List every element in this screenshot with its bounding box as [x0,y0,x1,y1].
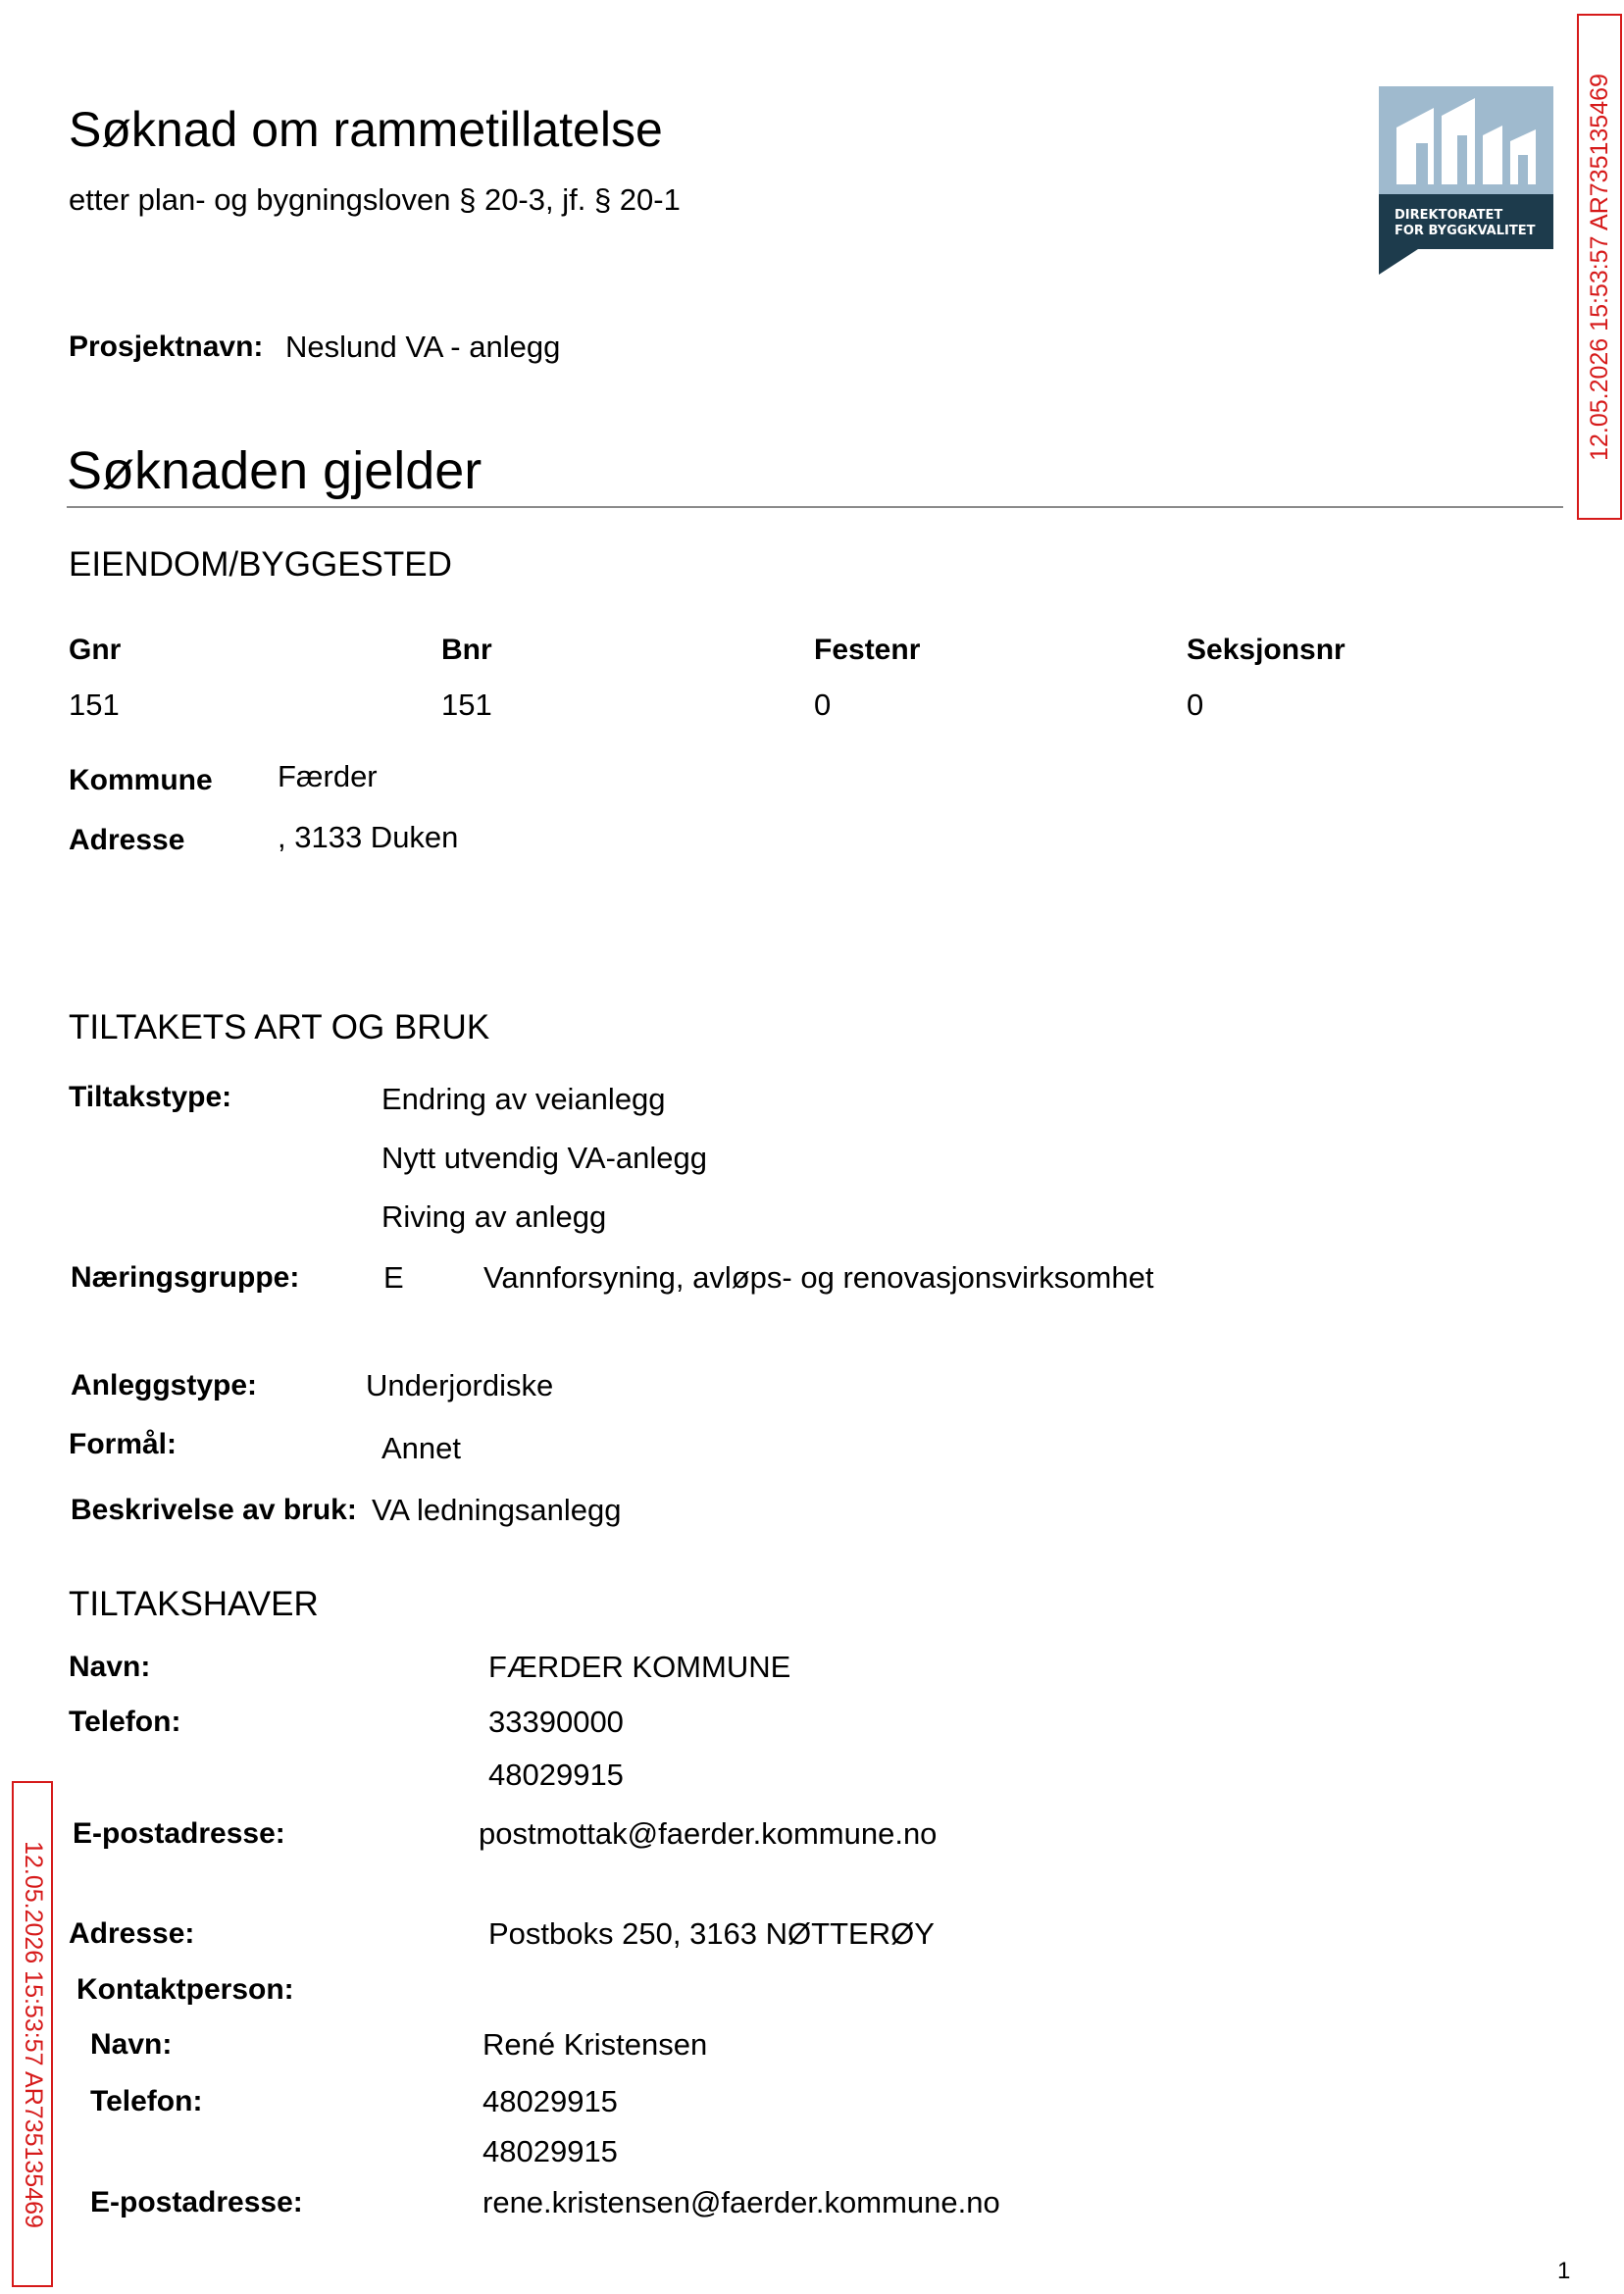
naeringsgruppe-label: Næringsgruppe: [71,1261,300,1294]
tiltakshaver-telefon-2: 48029915 [488,1758,624,1792]
logo-text [1395,208,1535,239]
project-label: Prosjektnavn: [69,331,264,363]
col-gnr: Gnr [69,634,122,666]
col-festenr: Festenr [814,634,921,666]
heading-divider [67,506,1563,508]
document-subtitle: etter plan- og bygningsloven § 20-3, jf. § 20-1 [69,182,681,217]
tiltakshaver-adresse-label: Adresse: [69,1917,195,1950]
kontakt-telefon-1: 48029915 [482,2084,618,2118]
stamp-text: 12.05.2026 15:53:57 AR735135469 [1585,73,1613,461]
tiltakshaver-navn-value: FÆRDER KOMMUNE [488,1650,791,1684]
value-gnr: 151 [69,688,120,722]
anleggstype-value: Underjordiske [366,1368,554,1402]
kontakt-epost-value: rene.kristensen@faerder.kommune.no [482,2185,1000,2219]
tiltakshaver-epost-label: E-postadresse: [73,1817,285,1850]
naeringsgruppe-code: E [383,1260,404,1295]
tiltakstype-label: Tiltakstype: [69,1081,232,1113]
tiltak-section-title: TILTAKETS ART OG BRUK [69,1008,490,1046]
value-festenr: 0 [814,688,832,722]
building-icon [1379,86,1553,194]
adresse-label: Adresse [69,824,185,856]
logo-tail [1379,249,1418,275]
tiltakshaver-telefon-label: Telefon: [69,1706,181,1738]
value-bnr: 151 [441,688,492,722]
kommune-label: Kommune [69,764,213,796]
formaal-value: Annet [381,1431,462,1465]
col-seksjonsnr: Seksjonsnr [1187,634,1345,666]
tiltakshaver-section-title: TILTAKSHAVER [69,1585,319,1623]
property-section-title: EIENDOM/BYGGESTED [69,545,452,584]
stamp-text: 12.05.2026 15:53:57 AR735135469 [19,1840,47,2228]
tiltakstype-value-2: Nytt utvendig VA-anlegg [381,1141,708,1175]
kontakt-telefon-2: 48029915 [482,2134,618,2168]
formaal-label: Formål: [69,1428,178,1460]
document-title: Søknad om rammetillatelse [69,102,663,157]
kontakt-telefon-label: Telefon: [90,2085,203,2117]
tiltakshaver-epost-value: postmottak@faerder.kommune.no [479,1816,938,1851]
tiltakstype-value-1: Endring av veianlegg [381,1082,666,1116]
page-number: 1 [1557,2258,1571,2284]
tiltakshaver-telefon-1: 33390000 [488,1705,624,1739]
beskrivelse-value: VA ledningsanlegg [372,1493,622,1527]
logo-line-1: DIREKTORATET [1395,208,1503,223]
project-value: Neslund VA - anlegg [285,330,561,364]
logo-line-2: FOR BYGGKVALITET [1395,224,1536,238]
adresse-value: , 3133 Duken [278,820,459,854]
naeringsgruppe-value: Vannforsyning, avløps- og renovasjonsvirksomhet [483,1260,1154,1295]
beskrivelse-label: Beskrivelse av bruk: [71,1494,357,1526]
kommune-value: Færder [278,759,378,793]
col-bnr: Bnr [441,634,492,666]
kontakt-navn-label: Navn: [90,2028,173,2061]
kontaktperson-label: Kontaktperson: [76,1973,294,2006]
tiltakshaver-adresse-value: Postboks 250, 3163 NØTTERØY [488,1916,935,1951]
value-seksjonsnr: 0 [1187,688,1204,722]
tiltakstype-value-3: Riving av anlegg [381,1199,607,1234]
kontakt-navn-value: René Kristensen [482,2027,708,2062]
receipt-stamp-top [1577,14,1622,520]
section-heading: Søknaden gjelder [67,441,482,500]
dibk-logo [1379,86,1553,275]
anleggstype-label: Anleggstype: [71,1369,258,1402]
kontakt-epost-label: E-postadresse: [90,2186,303,2218]
tiltakshaver-navn-label: Navn: [69,1651,151,1683]
receipt-stamp-left [12,1781,53,2287]
